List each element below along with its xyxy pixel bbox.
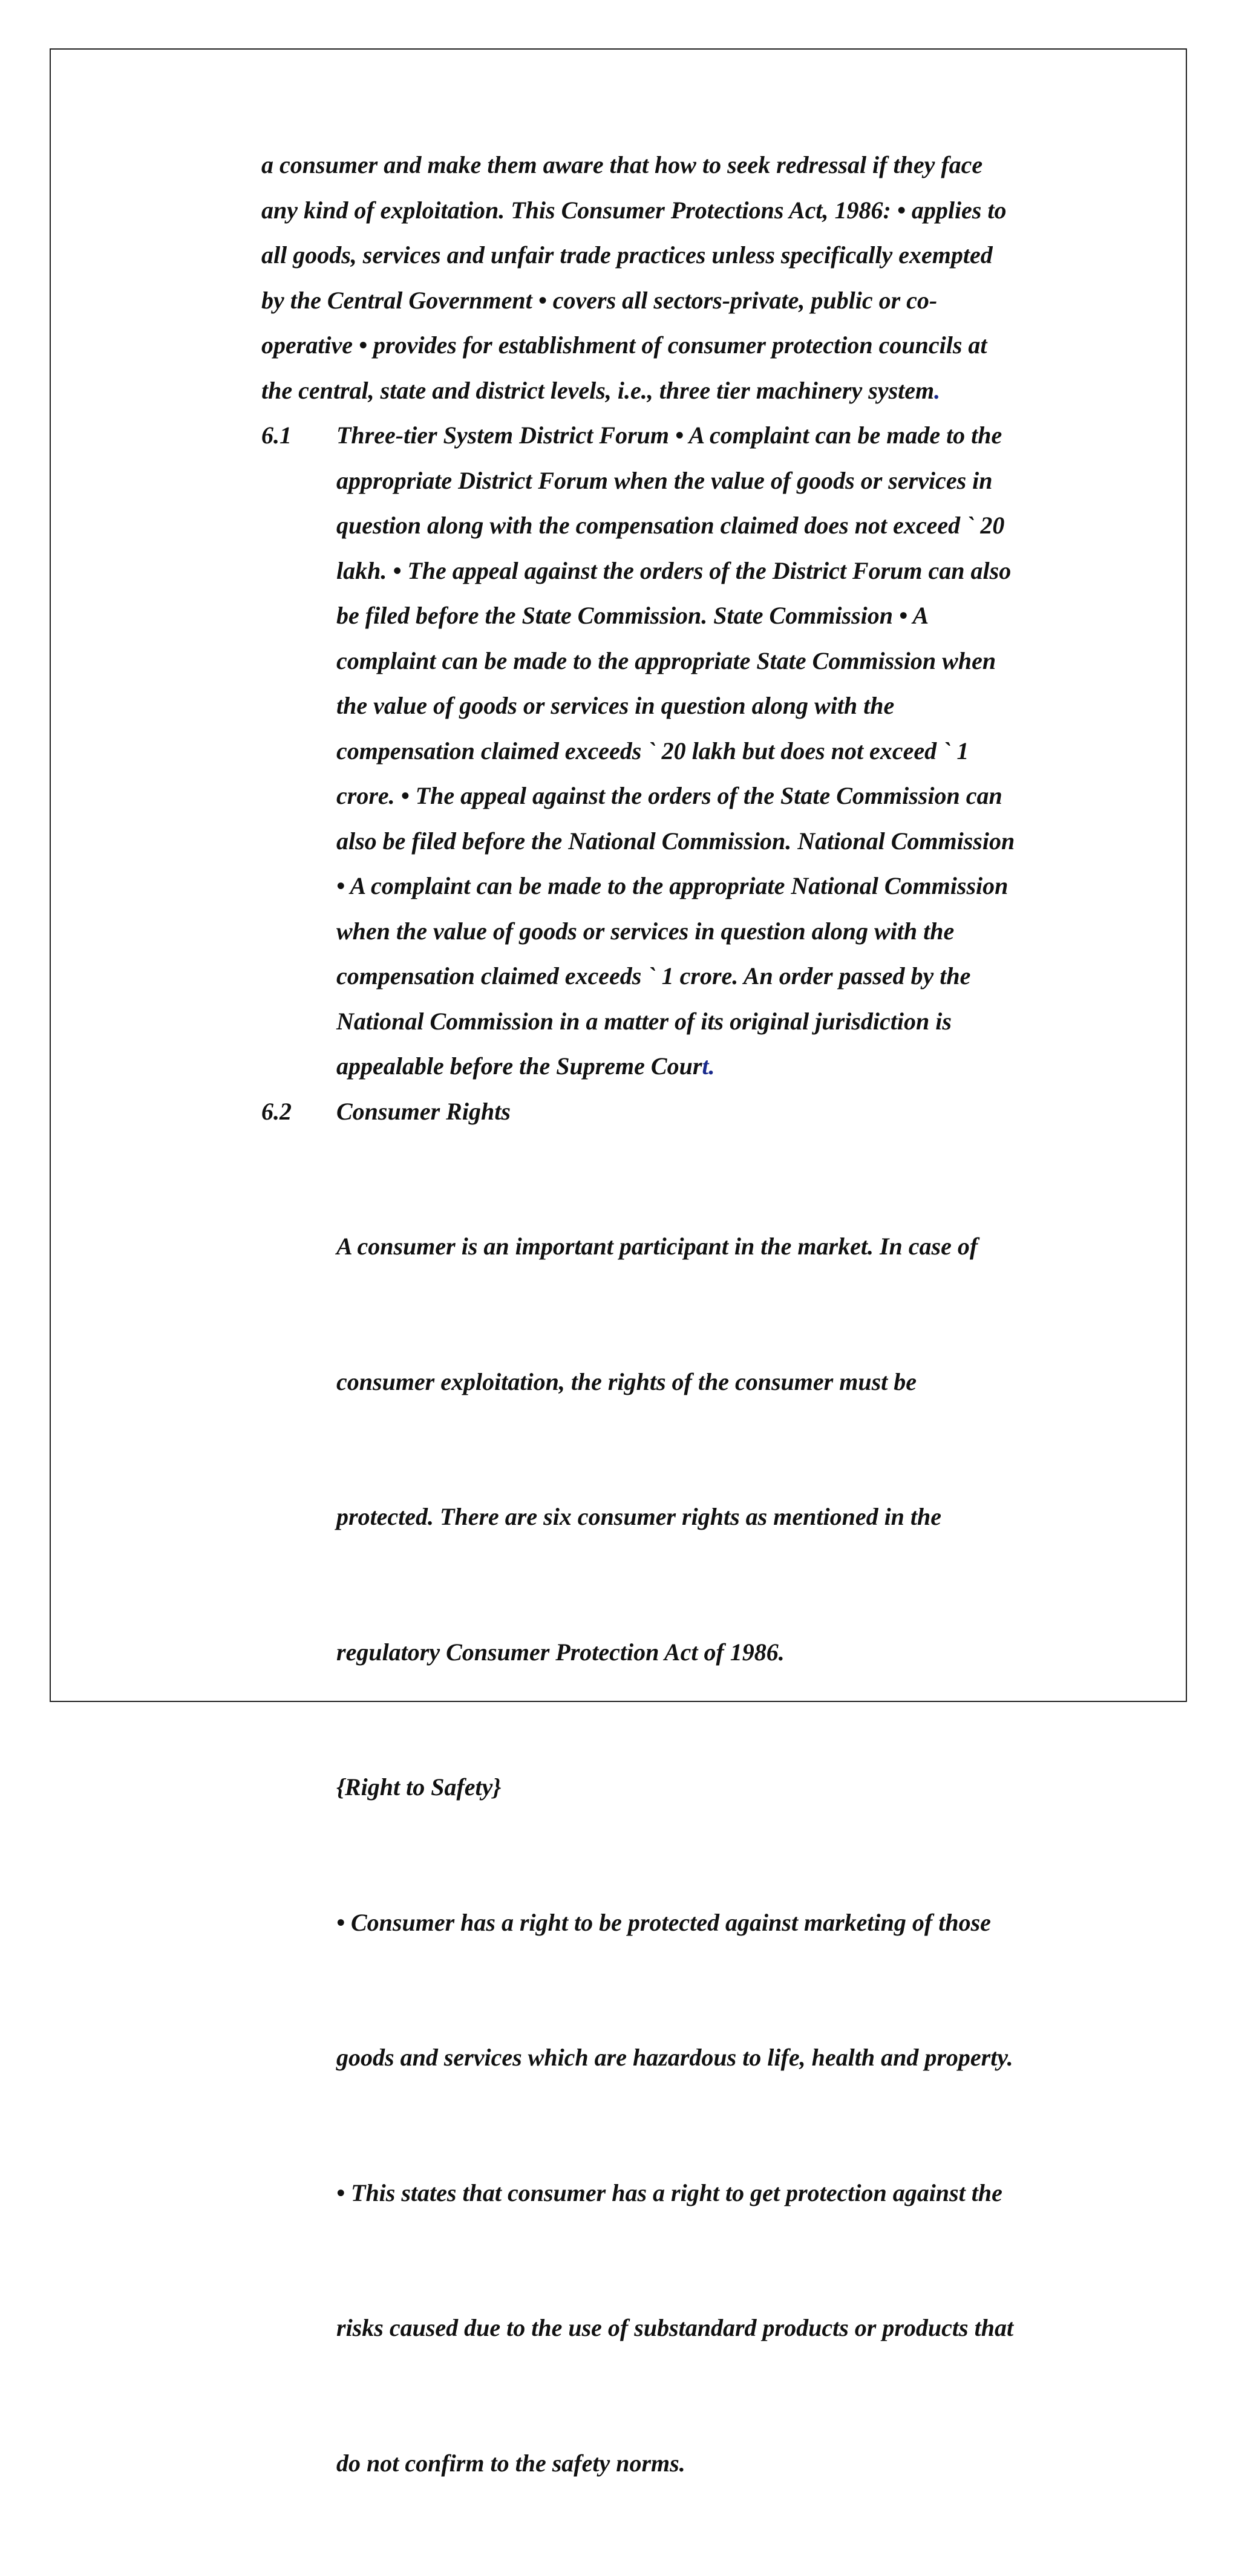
text-line: Three-tier System District Forum • A complaint can be made to the	[336, 413, 1108, 458]
safety-paragraph	[336, 1810, 1108, 2576]
text-line: when the value of goods or services in question along with the	[336, 909, 1108, 954]
text-line: do not confirm to the safety norms.	[336, 2441, 1108, 2486]
section-6-1	[261, 413, 1108, 1089]
section-6-2	[261, 1089, 1108, 2576]
text-line: complaint can be made to the appropriate State Commission when	[336, 639, 1108, 684]
text-line: a consumer and make them aware that how to seek redressal if they face	[261, 143, 1108, 188]
text-line: A consumer is an important participant in the market. In case of	[336, 1224, 1108, 1270]
text-line: appropriate District Forum when the value of goods or services in	[336, 458, 1108, 504]
section-number: 6.2	[261, 1089, 336, 1135]
text-line	[261, 368, 1108, 414]
section-6-2-body	[336, 1089, 1108, 2576]
text-line: risks caused due to the use of substandard products or products that	[336, 2306, 1108, 2351]
text-segment: appealable before the Supreme Cour	[336, 1052, 702, 1080]
text-line: goods and services which are hazardous to life, health and property.	[336, 2035, 1108, 2081]
text-line: consumer exploitation, the rights of the consumer must be	[336, 1360, 1108, 1405]
text-line: be filed before the State Commission. State Commission • A	[336, 593, 1108, 639]
text-line: • Consumer has a right to be protected against marketing of those	[336, 1900, 1108, 1946]
document-body	[261, 143, 1108, 2576]
section-heading: Consumer Rights	[336, 1089, 1108, 1135]
section-6-1-body	[336, 413, 1108, 1089]
text-line: any kind of exploitation. This Consumer Protections Act, 1986: • applies to	[261, 188, 1108, 233]
text-line: all goods, services and unfair trade practices unless specifically exempted	[261, 233, 1108, 278]
intro-paragraph	[261, 143, 1108, 413]
text-line: • This states that consumer has a right to get protection against the	[336, 2171, 1108, 2216]
text-line: also be filed before the National Commission. National Commission	[336, 819, 1108, 864]
text-line: compensation claimed exceeds ` 1 crore. An order passed by the	[336, 954, 1108, 999]
text-line: National Commission in a matter of its original jurisdiction is	[336, 999, 1108, 1045]
text-line: operative • provides for establishment of consumer protection councils at	[261, 323, 1108, 368]
section-number: 6.1	[261, 413, 336, 458]
text-accent-end: t.	[702, 1052, 714, 1080]
text-line	[336, 1044, 1108, 1089]
text-accent-punct: .	[934, 377, 940, 404]
text-line: lakh. • The appeal against the orders of the District Forum can also	[336, 549, 1108, 594]
text-line: compensation claimed exceeds ` 20 lakh but does not exceed ` 1	[336, 729, 1108, 774]
text-segment: the central, state and district levels, i.e., three tier machinery system	[261, 377, 934, 404]
text-line: the value of goods or services in question along with the	[336, 683, 1108, 729]
right-heading: {Right to Safety}	[336, 1765, 1108, 1810]
text-line: by the Central Government • covers all sectors-private, public or co-	[261, 278, 1108, 324]
text-line: regulatory Consumer Protection Act of 1986.	[336, 1630, 1108, 1675]
text-line: crore. • The appeal against the orders of the State Commission can	[336, 774, 1108, 819]
text-line: protected. There are six consumer rights as mentioned in the	[336, 1495, 1108, 1540]
text-line: • A complaint can be made to the appropriate National Commission	[336, 864, 1108, 909]
rights-paragraph	[336, 1134, 1108, 1765]
text-line: question along with the compensation claimed does not exceed ` 20	[336, 503, 1108, 549]
